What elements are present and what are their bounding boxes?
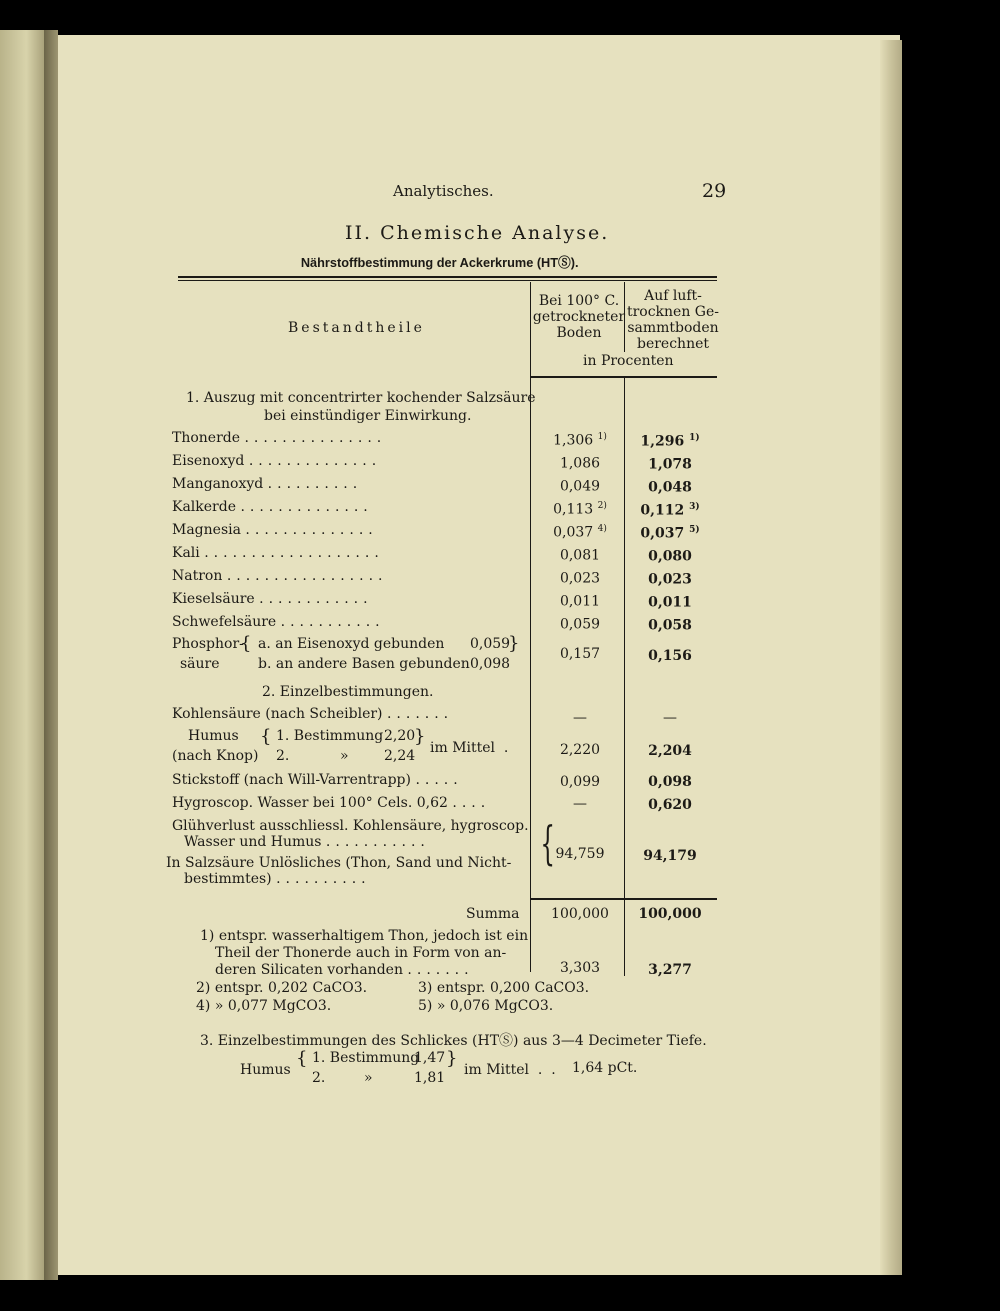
footnote-5: 5) » 0,076 MgCO3. <box>418 998 554 1014</box>
schlick-b1-value: 1,47 <box>414 1050 446 1066</box>
row-value-dry-text: 1,086 <box>559 455 601 472</box>
row-value-air-text: 0,048 <box>648 479 692 496</box>
footnote-4: 4) » 0,077 MgCO3. <box>196 998 332 1014</box>
kohlensaeure-label: Kohlensäure (nach Scheibler) ....... <box>172 706 454 722</box>
row-value-dry-text: 0,023 <box>559 570 601 587</box>
row-value-dry-text: 0,113 <box>553 501 594 518</box>
table-caption: Nährstoffbestimmung der Ackerkrume (HTⓈ). <box>300 255 579 270</box>
col-header-air-line: Auf luft- <box>644 288 702 304</box>
stickstoff-label: Stickstoff (nach Will-Varrentrapp) ..... <box>172 772 463 788</box>
row-value-air-text: 0,080 <box>648 548 692 565</box>
schlick-b2-ditto: » <box>364 1070 373 1086</box>
row-value-air-text: 1,078 <box>648 456 692 473</box>
humus-b2-ditto: » <box>340 748 349 764</box>
page <box>58 35 900 1275</box>
summa-value-air: 100,000 <box>638 906 702 922</box>
table-top-rule <box>178 276 717 278</box>
phosphor-label-2: säure <box>180 656 220 672</box>
page-number: 29 <box>702 180 727 202</box>
row-label: Natron ................. <box>172 568 388 584</box>
page-stack-edge <box>880 40 902 1275</box>
row-value-air-note: 3) <box>689 502 700 512</box>
col-header-air-line: trocknen Ge- <box>626 304 720 320</box>
row-value-dry-text: 1,306 <box>553 432 594 449</box>
row-value-dry-text: 0,011 <box>559 593 601 610</box>
humus-mittel: im Mittel . <box>430 740 509 756</box>
kohlensaeure-text: Kohlensäure (nach Scheibler) <box>172 706 383 722</box>
rest-value-dry: 94,759 <box>555 846 605 862</box>
phosphor-b: b. an andere Basen gebunden <box>258 656 470 672</box>
row-label-text: Schwefelsäure <box>172 614 277 630</box>
schlick-result: 1,64 pCt. <box>572 1060 638 1076</box>
humus-b2-value: 2,24 <box>384 748 416 764</box>
row-value-air <box>630 479 710 496</box>
col-header-bestandtheile: Bestandtheile <box>288 320 425 336</box>
row-label-text: Kalkerde <box>172 499 236 515</box>
phosphor-b-value: 0,098 <box>470 656 511 672</box>
row-value-air-note: 5) <box>689 525 700 535</box>
col-header-dry-line: Boden <box>556 325 602 341</box>
row-value-dry <box>540 432 620 449</box>
row-value-dry-note: 2) <box>597 501 607 511</box>
row-label: Eisenoxyd .............. <box>172 453 382 469</box>
row-label-text: Magnesia <box>172 522 241 538</box>
row-value-dry-note: 1) <box>597 432 607 442</box>
unloesliches-line1: In Salzsäure Unlösliches (Thon, Sand und Nicht- <box>166 855 512 871</box>
phosphor-a-value: 0,059 <box>470 636 511 652</box>
schlick-b2: 2. <box>312 1070 326 1086</box>
row-label-text: Manganoxyd <box>172 476 264 492</box>
footnote-2: 2) entspr. 0,202 CaCO3. <box>196 980 368 996</box>
row-label: Manganoxyd .......... <box>172 476 363 492</box>
row-value-dry-note: 4) <box>597 524 607 534</box>
section3-heading: 3. Einzelbestimmungen des Schlickes (HTⓈ) aus 3—4 Decimeter Tiefe. <box>200 1033 707 1049</box>
row-value-air <box>630 525 710 542</box>
row-value-air-text: 0,058 <box>648 617 692 634</box>
row-value-dry <box>540 478 620 495</box>
phosphor-a: a. an Eisenoxyd gebunden <box>258 636 445 652</box>
footnote-1-value-dry: 3,303 <box>559 960 601 976</box>
footnote-1-value-air: 3,277 <box>648 962 692 978</box>
row-label-text: Kieselsäure <box>172 591 255 607</box>
summa-rule <box>530 898 717 900</box>
col-divider-2 <box>624 378 625 976</box>
section-title: II. Chemische Analyse. <box>345 222 610 244</box>
humus-value-dry: 2,220 <box>559 742 601 758</box>
hygroscop-value-dry: — <box>573 796 587 812</box>
gluehverlust-line1: Glühverlust ausschliessl. Kohlensäure, hygroscop. <box>172 818 529 834</box>
row-label-text: Thonerde <box>172 430 241 446</box>
row-value-air <box>630 548 710 565</box>
col-header-air-line: berechnet <box>636 336 709 352</box>
humus-label-1: Humus <box>188 728 239 744</box>
row-value-air-note: 1) <box>689 433 700 443</box>
rest-brace: { <box>540 816 555 870</box>
col-header-air-line: sammtboden <box>627 320 719 336</box>
col-header-dry-line: Bei 100° C. <box>538 293 620 309</box>
row-value-air <box>630 433 710 450</box>
row-value-air <box>630 617 710 634</box>
humus-label-2: (nach Knop) <box>172 748 259 764</box>
section1-line2: bei einstündiger Einwirkung. <box>264 408 472 424</box>
humus-brace: { <box>260 726 272 747</box>
row-value-dry-text: 0,037 <box>553 524 594 541</box>
footnote-3: 3) entspr. 0,200 CaCO3. <box>418 980 590 996</box>
humus-value-air: 2,204 <box>648 743 692 759</box>
unloesliches-line2: bestimmtes) .......... <box>184 871 371 887</box>
stickstoff-value-dry: 0,099 <box>559 774 601 790</box>
row-label-text: Natron <box>172 568 223 584</box>
book-gutter <box>44 30 58 1280</box>
row-value-air-text: 0,023 <box>648 571 692 588</box>
row-label: Magnesia .............. <box>172 522 378 538</box>
table-top-rule-2 <box>178 280 717 281</box>
rest-value-air: 94,179 <box>643 848 697 864</box>
row-value-air <box>630 594 710 611</box>
schlick-brace-right: } <box>446 1048 458 1069</box>
phosphor-value-air: 0,156 <box>648 648 692 664</box>
col-header-air-dry <box>626 288 720 352</box>
row-value-dry <box>540 547 620 564</box>
col-header-dry <box>532 293 626 341</box>
stickstoff-value-air: 0,098 <box>648 774 692 790</box>
row-value-dry <box>540 616 620 633</box>
hygroscop-label: Hygroscop. Wasser bei 100° Cels. 0,62 .... <box>172 795 491 811</box>
row-value-dry <box>540 524 620 541</box>
humus-b1-value: 2,20 <box>384 728 416 744</box>
left-page-edge <box>0 30 44 1280</box>
footnote-1-line3-text: deren Silicaten vorhanden <box>215 962 403 978</box>
phosphor-brace-right: } <box>508 633 520 654</box>
col-header-dry-line: getrockneter <box>532 309 626 325</box>
row-value-dry-text: 0,059 <box>559 616 601 633</box>
schlick-humus-label: Humus <box>240 1062 291 1078</box>
footnote-1-line2: Theil der Thonerde auch in Form von an- <box>215 945 507 961</box>
row-value-air-text: 1,296 <box>640 433 685 450</box>
row-label: Kali ................... <box>172 545 384 561</box>
gluehverlust-line2-text: Wasser und Humus <box>184 834 322 850</box>
phosphor-value-dry: 0,157 <box>559 646 601 662</box>
row-label-text: Eisenoxyd <box>172 453 245 469</box>
row-value-dry-text: 0,081 <box>559 547 601 564</box>
schlick-b2-value: 1,81 <box>414 1070 446 1086</box>
hygroscop-value-air: 0,620 <box>648 797 692 813</box>
row-label: Schwefelsäure ........... <box>172 614 385 630</box>
row-label: Thonerde ............... <box>172 430 387 446</box>
summa-label: Summa <box>466 906 520 922</box>
row-label: Kieselsäure ............ <box>172 591 373 607</box>
humus-b2: 2. <box>276 748 290 764</box>
schlick-mittel: im Mittel . . <box>464 1062 556 1078</box>
row-value-dry <box>540 570 620 587</box>
phosphor-label-1: Phosphor- <box>172 636 244 652</box>
humus-brace-right: } <box>414 726 426 747</box>
row-value-air <box>630 571 710 588</box>
phosphor-brace: { <box>240 633 252 654</box>
row-value-dry <box>540 455 620 472</box>
row-label: Kalkerde .............. <box>172 499 373 515</box>
gluehverlust-line2: Wasser und Humus ........... <box>184 834 430 850</box>
section1-line1: 1. Auszug mit concentrirter kochender Salzsäure <box>186 390 536 406</box>
humus-mittel-text: im Mittel <box>430 740 496 756</box>
kohlensaeure-value-dry: — <box>573 710 587 726</box>
row-label-text: Kali <box>172 545 200 561</box>
summa-value-dry: 100,000 <box>551 906 609 922</box>
row-value-air-text: 0,011 <box>648 594 692 611</box>
section2-heading: 2. Einzelbestimmungen. <box>262 684 434 700</box>
schlick-mittel-text: im Mittel <box>464 1062 530 1078</box>
footnote-1-line3: deren Silicaten vorhanden ....... <box>215 962 474 978</box>
row-value-dry <box>540 501 620 518</box>
footnote-1-line1: 1) entspr. wasserhaltigem Thon, jedoch ist ein <box>200 928 529 944</box>
row-value-air-text: 0,112 <box>640 502 685 519</box>
row-value-air <box>630 456 710 473</box>
running-head: Analytisches. <box>393 182 494 200</box>
row-value-air <box>630 502 710 519</box>
col-header-unit: in Procenten <box>583 353 674 369</box>
row-value-dry-text: 0,049 <box>559 478 601 495</box>
schlick-b1: 1. Bestimmung <box>312 1050 420 1066</box>
row-value-air-text: 0,037 <box>640 525 685 542</box>
hygroscop-text: Hygroscop. Wasser bei 100° Cels. 0,62 <box>172 795 448 811</box>
stickstoff-text: Stickstoff (nach Will-Varrentrapp) <box>172 772 411 788</box>
kohlensaeure-value-air: — <box>663 710 677 726</box>
row-value-dry <box>540 593 620 610</box>
unloesliches-line2-text: bestimmtes) <box>184 871 272 887</box>
humus-b1: 1. Bestimmung <box>276 728 384 744</box>
col-divider-1 <box>530 282 531 972</box>
schlick-brace: { <box>296 1048 308 1069</box>
